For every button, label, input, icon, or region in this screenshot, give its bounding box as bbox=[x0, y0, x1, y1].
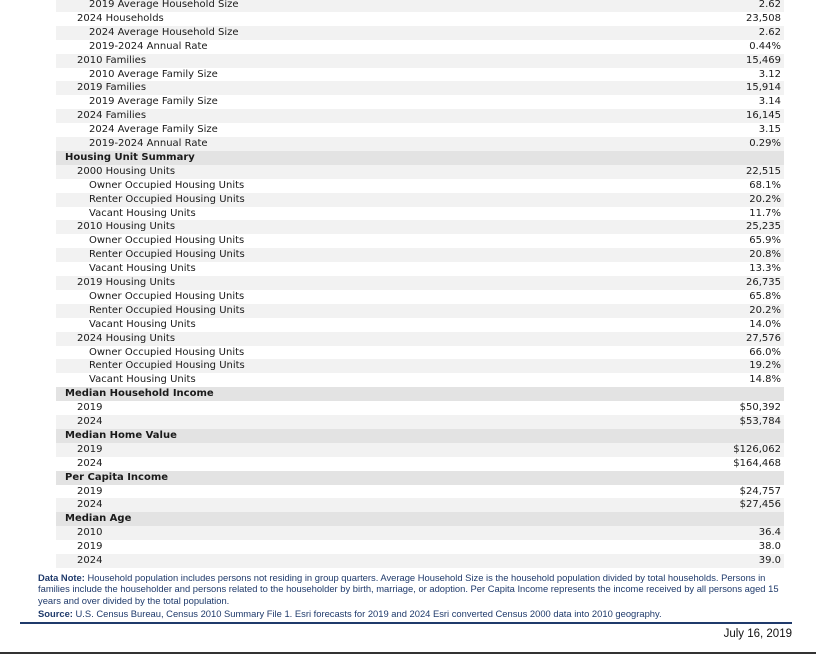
table-row bbox=[56, 332, 784, 346]
table-row bbox=[56, 290, 784, 304]
row-value: 66.0% bbox=[749, 346, 781, 358]
row-value: 15,469 bbox=[746, 54, 781, 66]
section-header bbox=[56, 429, 784, 443]
row-label: 2019 bbox=[77, 402, 103, 414]
row-value: 23,508 bbox=[746, 12, 781, 24]
row-value: 0.44% bbox=[749, 40, 781, 52]
row-label: 2024 bbox=[77, 555, 103, 566]
row-label: Owner Occupied Housing Units bbox=[89, 179, 245, 191]
table-row bbox=[56, 304, 784, 318]
table-row bbox=[56, 276, 784, 290]
row-label: Vacant Housing Units bbox=[89, 207, 196, 219]
row-value: $53,784 bbox=[739, 416, 781, 427]
row-value: 65.8% bbox=[749, 290, 781, 302]
row-value: $50,392 bbox=[739, 402, 781, 414]
row-value: 11.7% bbox=[749, 207, 781, 219]
table-row bbox=[56, 346, 784, 360]
row-label: 2019 Housing Units bbox=[77, 277, 176, 288]
row-label: 2024 bbox=[77, 457, 103, 469]
row-label: 2024 bbox=[77, 416, 103, 427]
table-row bbox=[56, 123, 784, 137]
row-label: 2019 bbox=[77, 485, 103, 497]
row-label: Owner Occupied Housing Units bbox=[89, 346, 245, 358]
table-row bbox=[56, 12, 784, 26]
table-row bbox=[56, 95, 784, 109]
row-value: $126,062 bbox=[733, 443, 781, 455]
row-value: 14.8% bbox=[749, 374, 781, 386]
row-value: 3.14 bbox=[758, 96, 781, 108]
source-line bbox=[38, 608, 790, 619]
page-bottom-border bbox=[0, 652, 816, 654]
row-label: 2024 Housing Units bbox=[77, 332, 176, 344]
row-value: 68.1% bbox=[749, 179, 781, 191]
section-title: Per Capita Income bbox=[65, 471, 169, 483]
data-note-text: Household population includes persons not residing in group quarters. Average Household Size is the household population divided by total households. Persons in families include the householder and persons related to the householder by birth, marriage, or adoption. Per Capita Income represents the income received by all persons aged 15 years and over divided by the total population. bbox=[38, 572, 779, 606]
row-value: 3.12 bbox=[758, 68, 781, 80]
row-value: 39.0 bbox=[758, 555, 781, 566]
row-value: 19.2% bbox=[749, 360, 781, 372]
table-row bbox=[56, 401, 784, 415]
row-label: 2019-2024 Annual Rate bbox=[89, 40, 208, 52]
row-value: $164,468 bbox=[733, 457, 781, 469]
row-label: Vacant Housing Units bbox=[89, 374, 196, 386]
row-label: 2019-2024 Annual Rate bbox=[89, 138, 208, 149]
table-row bbox=[56, 179, 784, 193]
row-label: Renter Occupied Housing Units bbox=[89, 249, 245, 261]
row-label: Renter Occupied Housing Units bbox=[89, 304, 245, 316]
row-value: 13.3% bbox=[749, 263, 781, 275]
row-label: Owner Occupied Housing Units bbox=[89, 235, 245, 247]
table-row bbox=[56, 498, 784, 512]
table-row bbox=[56, 262, 784, 276]
row-label: 2019 Average Household Size bbox=[89, 0, 239, 10]
row-label: 2010 Average Family Size bbox=[89, 68, 218, 80]
table-row bbox=[56, 193, 784, 207]
section-title: Housing Unit Summary bbox=[65, 151, 195, 163]
row-value: 3.15 bbox=[758, 124, 781, 136]
source-label: Source: bbox=[38, 607, 73, 619]
table-row bbox=[56, 373, 784, 387]
table-row bbox=[56, 68, 784, 82]
table-row bbox=[56, 137, 784, 151]
row-value: 0.29% bbox=[749, 138, 781, 149]
table-row bbox=[56, 81, 784, 95]
table-row bbox=[56, 443, 784, 457]
data-note bbox=[38, 572, 790, 619]
row-value: $27,456 bbox=[739, 499, 781, 511]
row-label: 2019 Average Family Size bbox=[89, 96, 218, 108]
row-label: 2019 bbox=[77, 443, 103, 455]
report-date: July 16, 2019 bbox=[723, 628, 792, 640]
table-row bbox=[56, 540, 784, 554]
table-row bbox=[56, 554, 784, 568]
row-label: 2019 bbox=[77, 541, 103, 553]
row-value: 14.0% bbox=[749, 318, 781, 330]
section-title: Median Home Value bbox=[65, 429, 177, 441]
row-value: 20.8% bbox=[749, 249, 781, 261]
row-label: Vacant Housing Units bbox=[89, 318, 196, 330]
section-header bbox=[56, 471, 784, 485]
table-row bbox=[56, 26, 784, 40]
row-label: 2000 Housing Units bbox=[77, 165, 176, 177]
row-value: 27,576 bbox=[746, 332, 781, 344]
table-row bbox=[56, 248, 784, 262]
row-value: 36.4 bbox=[758, 527, 781, 539]
table-row bbox=[56, 109, 784, 123]
row-label: 2010 Families bbox=[77, 54, 147, 66]
row-value: 2.62 bbox=[758, 0, 781, 10]
table-row bbox=[56, 207, 784, 221]
section-title: Median Age bbox=[65, 513, 132, 525]
row-value: 20.2% bbox=[749, 304, 781, 316]
data-note-label: Data Note: bbox=[38, 572, 85, 583]
row-value: 65.9% bbox=[749, 235, 781, 247]
row-label: 2024 Families bbox=[77, 110, 147, 122]
row-label: 2010 bbox=[77, 527, 103, 539]
row-label: Owner Occupied Housing Units bbox=[89, 290, 245, 302]
row-label: 2010 Housing Units bbox=[77, 221, 176, 233]
row-label: 2024 Average Family Size bbox=[89, 124, 218, 136]
row-value: 20.2% bbox=[749, 193, 781, 205]
row-label: Renter Occupied Housing Units bbox=[89, 360, 245, 372]
table-row bbox=[56, 457, 784, 471]
data-note-paragraph bbox=[38, 572, 790, 606]
table-row bbox=[56, 54, 784, 68]
row-value: 38.0 bbox=[758, 541, 781, 553]
row-label: 2019 Families bbox=[77, 82, 147, 94]
row-value: 15,914 bbox=[746, 82, 781, 94]
table-row bbox=[56, 359, 784, 373]
table-row bbox=[56, 40, 784, 54]
section-header bbox=[56, 151, 784, 165]
row-label: 2024 Average Household Size bbox=[89, 26, 239, 38]
table-row bbox=[56, 485, 784, 499]
section-header bbox=[56, 387, 784, 401]
table-row bbox=[56, 165, 784, 179]
row-value: 16,145 bbox=[746, 110, 781, 122]
table-row bbox=[56, 318, 784, 332]
section-title: Median Household Income bbox=[65, 388, 214, 400]
row-value: 25,235 bbox=[746, 221, 781, 233]
row-label: Renter Occupied Housing Units bbox=[89, 193, 245, 205]
table-row bbox=[56, 526, 784, 540]
table-row bbox=[56, 220, 784, 234]
row-value: $24,757 bbox=[739, 485, 781, 497]
source-text: U.S. Census Bureau, Census 2010 Summary File 1. Esri forecasts for 2019 and 2024 Esri converted Census 2000 data into 2010 geography. bbox=[72, 607, 662, 619]
table-row bbox=[56, 0, 784, 12]
row-value: 22,515 bbox=[746, 165, 781, 177]
table-row bbox=[56, 415, 784, 429]
row-value: 26,735 bbox=[746, 277, 781, 288]
row-label: 2024 bbox=[77, 499, 103, 511]
section-header bbox=[56, 512, 784, 526]
row-label: 2024 Households bbox=[77, 12, 164, 24]
row-value: 2.62 bbox=[758, 26, 781, 38]
note-divider bbox=[20, 622, 792, 624]
table-row bbox=[56, 234, 784, 248]
row-label: Vacant Housing Units bbox=[89, 263, 196, 275]
